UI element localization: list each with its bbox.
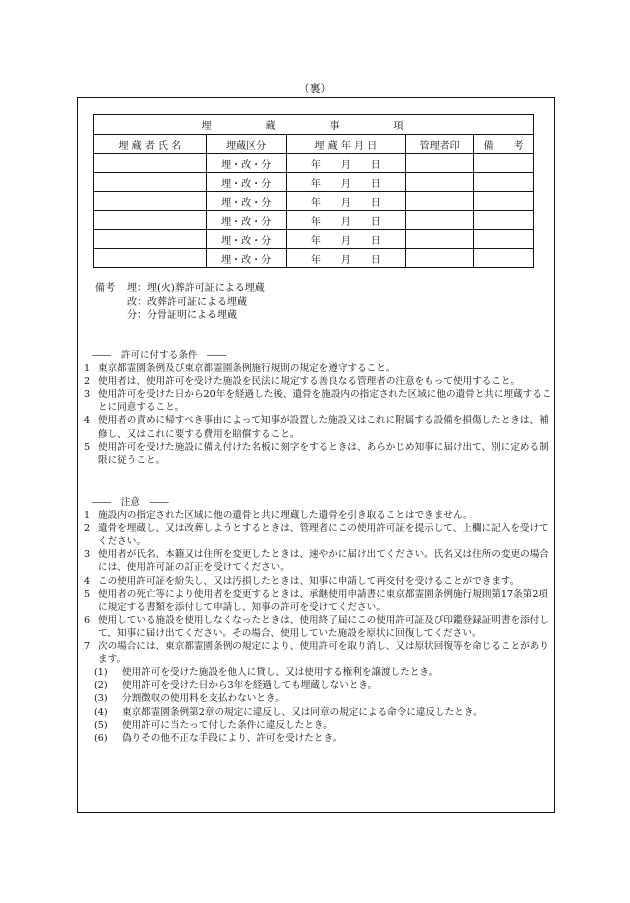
- note-subitem: [84, 666, 552, 679]
- table-header-0: 埋 蔵 者 氏 名: [94, 135, 207, 154]
- table-row: [94, 211, 534, 230]
- table-cell-date: 年 月 日: [286, 173, 406, 192]
- table-cell-date: 年 月 日: [286, 211, 406, 230]
- table-row: [94, 230, 534, 249]
- table-header-1: 埋蔵区分: [206, 135, 286, 154]
- subitem-text: 使用許可を受けた日から3年を経過しても埋蔵しないとき。: [122, 680, 378, 692]
- table-header-4: 備 考: [474, 135, 534, 154]
- item-text: 使用者の責めに帰すべき事由によって知事が設置した施設又はこれに附属する設備を損傷したときは、補修し、又はこれに要する費用を賠償すること。: [98, 415, 549, 440]
- remarks-block: [95, 282, 265, 323]
- note-item: [84, 509, 552, 522]
- item-number: 2: [84, 376, 91, 388]
- item-text: 使用者の死亡等により使用者を変更するときは、承継使用申請書に東京都霊園条例施行規則第17条第2項に規定する書類を添付して申請し、知事の許可を受けてください。: [98, 588, 549, 613]
- subitem-text: 分割徴収の使用料を支払わないとき。: [122, 693, 285, 705]
- note-subitem: [84, 692, 552, 705]
- note-subitem: [84, 719, 552, 732]
- subitem-number: (5): [94, 719, 108, 731]
- note-item: [84, 640, 552, 666]
- note-item: [84, 588, 552, 614]
- item-text: 施設内の指定された区域に他の遺骨と共に埋蔵した遺骨を引き取ることはできません。: [98, 510, 473, 522]
- subitem-number: (2): [94, 680, 108, 692]
- note-item: [84, 548, 552, 574]
- table-cell-name: [94, 192, 207, 211]
- condition-item: [84, 375, 552, 388]
- table-cell-division: 埋・改・分: [206, 192, 286, 211]
- conditions-title: ―― 許可に付する条件 ――: [92, 350, 227, 361]
- table-cell-division: 埋・改・分: [206, 154, 286, 173]
- table-cell-name: [94, 249, 207, 268]
- note-item: [84, 614, 552, 640]
- item-text: 次の場合には、東京都霊園条例の規定により、使用許可を取り消し、又は原状回復等を命じることがあります。: [98, 641, 549, 666]
- item-text: 使用許可を受けた日から20年を経過した後、遺骨を施設内の指定された区域に他の遺骨と共に埋蔵することに同意すること。: [98, 389, 552, 414]
- subitem-number: (1): [94, 667, 108, 679]
- subitem-number: (4): [94, 706, 108, 718]
- table-cell-name: [94, 173, 207, 192]
- note-item: [84, 575, 552, 588]
- table-cell-seal: [406, 173, 474, 192]
- item-number: 4: [84, 575, 91, 587]
- item-number: 1: [84, 510, 91, 522]
- table-cell-seal: [406, 211, 474, 230]
- subitem-text: 使用許可に当たって付した条件に違反したとき。: [122, 719, 333, 731]
- note-subitem: [84, 706, 552, 719]
- remarks-line: 分：分骨証明による埋蔵: [127, 310, 237, 322]
- table-cell-note: [474, 154, 534, 173]
- subitem-number: (3): [94, 693, 108, 705]
- table-cell-date: 年 月 日: [286, 154, 406, 173]
- table-cell-division: 埋・改・分: [206, 173, 286, 192]
- condition-item: [84, 362, 552, 375]
- item-number: 1: [84, 363, 91, 375]
- table-header-3: 管理者印: [406, 135, 474, 154]
- table-cell-date: 年 月 日: [286, 192, 406, 211]
- table-cell-note: [474, 230, 534, 249]
- table-cell-note: [474, 249, 534, 268]
- notes-title: ―― 注意 ――: [92, 497, 169, 508]
- remarks-label: 備考: [95, 283, 115, 294]
- burial-records-table: [93, 114, 534, 268]
- item-text: 遺骨を埋蔵し、又は改葬しようとするときは、管理者にこの使用許可証を提示して、上欄に記入を受けてください。: [98, 523, 549, 548]
- table-cell-note: [474, 192, 534, 211]
- notes-section: [84, 496, 552, 745]
- item-text: この使用許可証を紛失し、又は汚損したときは、知事に申請して再交付を受けることができます。: [98, 575, 520, 587]
- table-row: [94, 249, 534, 268]
- note-subitem: [84, 679, 552, 692]
- item-number: 2: [84, 523, 91, 535]
- table-cell-date: 年 月 日: [286, 249, 406, 268]
- table-cell-seal: [406, 192, 474, 211]
- conditions-section: [84, 349, 552, 467]
- subitem-text: 使用許可を受けた施設を他人に貸し、又は使用する権利を譲渡したとき。: [122, 667, 439, 679]
- subitem-number: (6): [94, 732, 108, 744]
- item-number: 3: [84, 389, 91, 401]
- subitem-text: 東京都霊園条例第2章の規定に違反し、又は同章の規定による命令に違反したとき。: [122, 706, 483, 718]
- table-cell-seal: [406, 230, 474, 249]
- page-heading: （裏）: [298, 82, 332, 95]
- table-cell-name: [94, 211, 207, 230]
- item-text: 東京都霊園条例及び東京都霊園条例施行規則の規定を遵守すること。: [98, 363, 396, 375]
- item-number: 6: [84, 614, 91, 626]
- table-cell-seal: [406, 249, 474, 268]
- table-cell-division: 埋・改・分: [206, 249, 286, 268]
- table-cell-date: 年 月 日: [286, 230, 406, 249]
- condition-item: [84, 414, 552, 440]
- item-number: 7: [84, 641, 91, 653]
- table-row: [94, 173, 534, 192]
- remarks-line: 改：改葬許可証による埋蔵: [127, 296, 247, 308]
- remarks-line: 埋：埋(火)葬許可証による埋蔵: [127, 283, 265, 294]
- item-text: 使用している施設を使用しなくなったときは、使用終了届にこの使用許可証及び印鑑登録証明書を添付して、知事に届け出てください。その場合、使用していた施設を原状に回復してください。: [98, 614, 549, 639]
- table-row: [94, 154, 534, 173]
- table-cell-note: [474, 173, 534, 192]
- table-cell-division: 埋・改・分: [206, 211, 286, 230]
- item-number: 5: [84, 441, 91, 453]
- item-text: 使用者は、使用許可を受けた施設を民法に規定する善良なる管理者の注意をもって使用すること。: [98, 376, 521, 388]
- note-subitem: [84, 732, 552, 745]
- item-text: 使用許可を受けた施設に備え付けた名板に刻字をするときは、あらかじめ知事に届け出て、別に定める制限に従うこと。: [98, 441, 549, 466]
- table-cell-division: 埋・改・分: [206, 230, 286, 249]
- subitem-text: 偽りその他不正な手段により、許可を受けたとき。: [122, 732, 343, 744]
- table-cell-note: [474, 211, 534, 230]
- item-text: 使用者が氏名、本籍又は住所を変更したときは、速やかに届け出てください。氏名又は住所の変更の場合には、使用許可証の訂正を受けてください。: [98, 549, 549, 574]
- item-number: 5: [84, 588, 91, 600]
- condition-item: [84, 441, 552, 467]
- table-cell-seal: [406, 154, 474, 173]
- table-row: [94, 192, 534, 211]
- condition-item: [84, 388, 552, 414]
- table-header-2: 埋 蔵 年 月 日: [286, 135, 406, 154]
- table-cell-name: [94, 154, 207, 173]
- item-number: 4: [84, 415, 91, 427]
- note-item: [84, 522, 552, 548]
- table-cell-name: [94, 230, 207, 249]
- table-title: 埋 蔵 事 項: [94, 115, 534, 135]
- item-number: 3: [84, 549, 91, 561]
